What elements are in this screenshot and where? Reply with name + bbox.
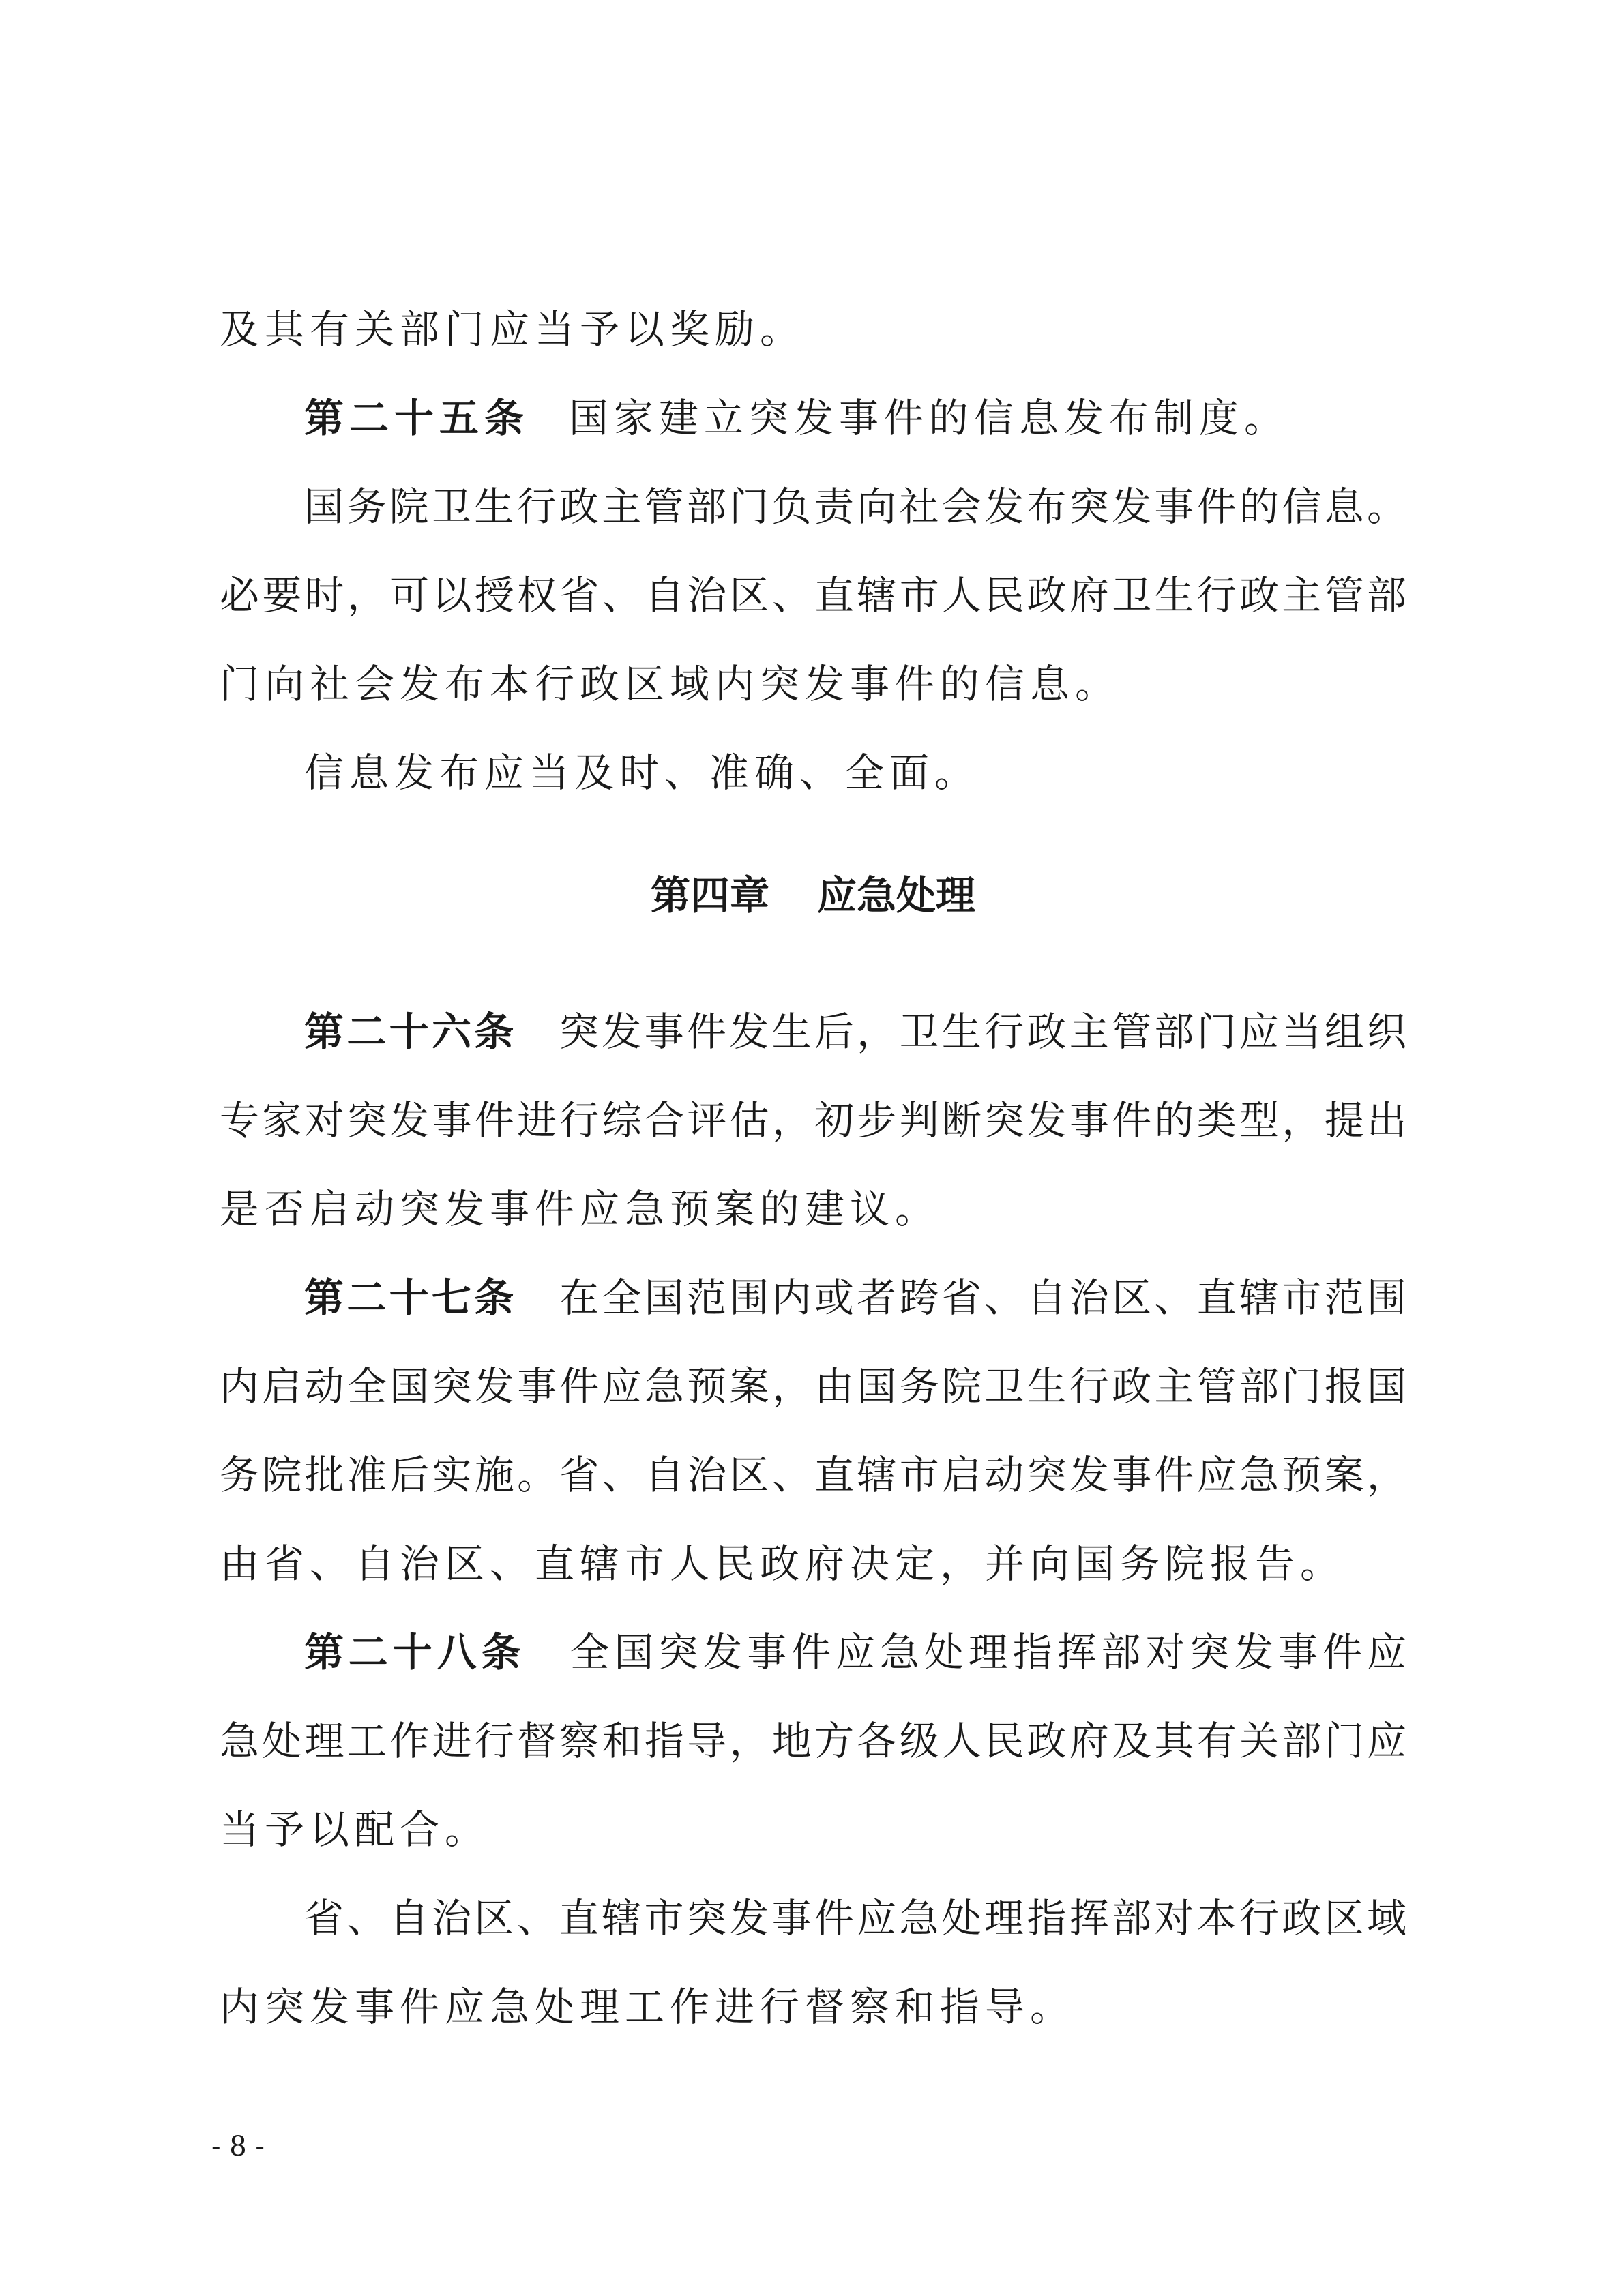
article-text: 国家建立突发事件的信息发布制度。 xyxy=(569,395,1290,441)
paragraph-text: 专家对突发事件进行综合评估，初步判断突发事件的类型，提出 xyxy=(220,1097,1406,1144)
paragraph-text: 省、自治区、直辖市突发事件应急处理指挥部对本行政区域 xyxy=(304,1895,1406,1941)
article-label: 第二十八条 xyxy=(304,1629,526,1675)
paragraph-line xyxy=(220,554,1406,636)
page-number: - 8 - xyxy=(211,2131,265,2162)
chapter-title: 应急处理 xyxy=(817,872,976,919)
paragraph-line xyxy=(220,288,1406,370)
paragraph-line xyxy=(304,466,1406,548)
paragraph-line xyxy=(220,1345,1406,1427)
article-label: 第二十六条 xyxy=(304,1009,517,1055)
article-label: 第二十七条 xyxy=(304,1274,517,1321)
chapter-number: 第四章 xyxy=(650,872,769,919)
paragraph-text: 内突发事件应急处理工作进行督察和指导。 xyxy=(220,1984,1076,2030)
paragraph-text: 门向社会发布本行政区域内突发事件的信息。 xyxy=(220,661,1121,707)
paragraph-line xyxy=(220,1966,1406,2048)
paragraph-line xyxy=(304,1877,1406,1959)
article-text: 在全国范围内或者跨省、自治区、直辖市范围 xyxy=(556,1274,1406,1321)
paragraph-text: 国务院卫生行政主管部门负责向社会发布突发事件的信息。 xyxy=(304,483,1406,530)
article-25-heading-line xyxy=(304,377,1406,459)
paragraph-line xyxy=(220,1079,1406,1161)
paragraph-line xyxy=(220,1434,1406,1516)
article-text: 突发事件发生后，卫生行政主管部门应当组织 xyxy=(556,1009,1406,1055)
paragraph-line xyxy=(220,1700,1406,1782)
article-28-heading-line xyxy=(304,1611,1406,1693)
article-26-heading-line xyxy=(304,991,1406,1073)
paragraph-line xyxy=(220,643,1406,725)
paragraph-text: 内启动全国突发事件应急预案，由国务院卫生行政主管部门报国 xyxy=(220,1363,1406,1410)
paragraph-text: 急处理工作进行督察和指导，地方各级人民政府及其有关部门应 xyxy=(220,1718,1406,1764)
paragraph-line xyxy=(220,1168,1406,1250)
chapter-heading xyxy=(220,854,1406,936)
paragraph-text: 当予以配合。 xyxy=(220,1806,490,1853)
article-text: 全国突发事件应急处理指挥部对突发事件应 xyxy=(565,1629,1406,1675)
paragraph-text: 必要时，可以授权省、自治区、直辖市人民政府卫生行政主管部 xyxy=(220,572,1406,618)
paragraph-text: 是否启动突发事件应急预案的建议。 xyxy=(220,1186,941,1232)
paragraph-text: 信息发布应当及时、准确、全面。 xyxy=(304,749,980,796)
paragraph-line xyxy=(220,1789,1406,1870)
paragraph-text: 及其有关部门应当予以奖励。 xyxy=(220,306,806,353)
article-27-heading-line xyxy=(304,1257,1406,1339)
paragraph-line xyxy=(304,732,1406,814)
paragraph-text: 由省、自治区、直辖市人民政府决定，并向国务院报告。 xyxy=(220,1540,1346,1587)
paragraph-line xyxy=(220,1523,1406,1605)
paragraph-text: 务院批准后实施。省、自治区、直辖市启动突发事件应急预案， xyxy=(220,1452,1406,1498)
article-label: 第二十五条 xyxy=(304,395,530,441)
